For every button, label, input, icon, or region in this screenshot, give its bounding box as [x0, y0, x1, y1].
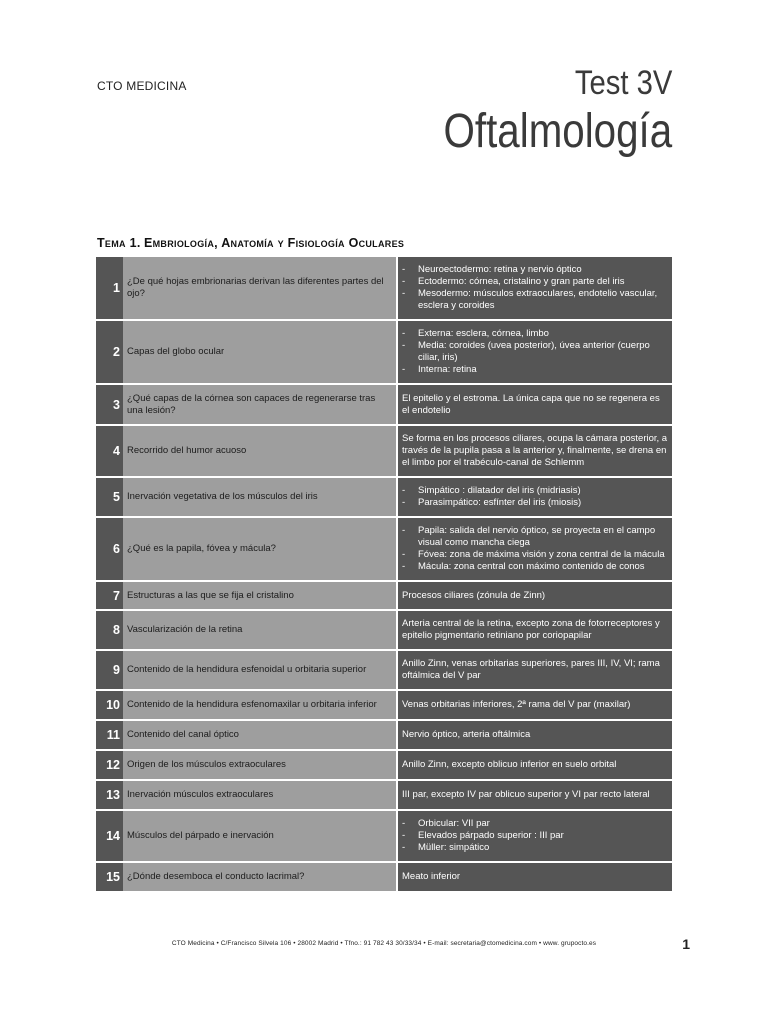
question-cell: Contenido del canal óptico: [123, 721, 396, 751]
answer-list: [402, 818, 668, 854]
row-number: 6: [96, 518, 123, 582]
question-cell: Estructuras a las que se fija el cristalino: [123, 582, 396, 611]
row-number: 11: [96, 721, 123, 751]
answer-list-item: - Mácula: zona central con máximo contenido de conos: [402, 561, 668, 573]
answer-cell: Meato inferior: [398, 863, 672, 893]
answer-cell: El epitelio y el estroma. La única capa que no se regenera es el endotelio: [398, 385, 672, 426]
answer-cell: [398, 811, 672, 863]
row-number: 10: [96, 691, 123, 721]
table-row: [96, 518, 672, 582]
answer-list-item: - Media: coroides (uvea posterior), úvea anterior (cuerpo ciliar, iris): [402, 340, 668, 364]
section-title: [97, 236, 404, 250]
table-row: [96, 257, 672, 321]
answer-list: [402, 264, 668, 312]
question-cell: Músculos del párpado e inervación: [123, 811, 396, 863]
row-number: 5: [96, 478, 123, 518]
row-number: 2: [96, 321, 123, 385]
question-cell: ¿Dónde desemboca el conducto lacrimal?: [123, 863, 396, 893]
answer-list-item: - Externa: esclera, córnea, limbo: [402, 328, 668, 340]
table-row: [96, 385, 672, 426]
answer-cell: Venas orbitarias inferiores, 2ª rama del V par (maxilar): [398, 691, 672, 721]
question-cell: ¿De qué hojas embrionarias derivan las diferentes partes del ojo?: [123, 257, 396, 321]
answer-cell: [398, 518, 672, 582]
question-cell: Contenido de la hendidura esfenoidal u orbitaria superior: [123, 651, 396, 691]
answer-cell: Se forma en los procesos ciliares, ocupa la cámara posterior, a través de la pupila pasa a la anterior y, finalmente, se drena en el limbo por el trabéculo-canal de Schlemm: [398, 426, 672, 478]
question-cell: Recorrido del humor acuoso: [123, 426, 396, 478]
answer-list-item: - Müller: simpático: [402, 842, 668, 854]
answer-cell: Anillo Zinn, venas orbitarias superiores, pares III, IV, VI; rama oftálmica del V par: [398, 651, 672, 691]
table-row: [96, 651, 672, 691]
table-row: [96, 811, 672, 863]
table-row: [96, 781, 672, 811]
answer-cell: Nervio óptico, arteria oftálmica: [398, 721, 672, 751]
row-number: 3: [96, 385, 123, 426]
row-number: 7: [96, 582, 123, 611]
question-cell: Inervación músculos extraoculares: [123, 781, 396, 811]
answer-list-item: - Orbicular: VII par: [402, 818, 668, 830]
answer-cell: III par, excepto IV par oblicuo superior y VI par recto lateral: [398, 781, 672, 811]
footer-contact: CTO Medicina • C/Francisco Silvela 106 • 28002 Madrid • Tfno.: 91 782 43 30/33/34 • E-mail: secretaria@ctomedicina.com • www. grupocto.es: [171, 940, 597, 947]
table-row: [96, 426, 672, 478]
row-number: 9: [96, 651, 123, 691]
question-cell: Origen de los músculos extraoculares: [123, 751, 396, 781]
answer-list: [402, 485, 668, 509]
answer-list-item: - Mesodermo: músculos extraoculares, endotelio vascular, esclera y coroides: [402, 288, 668, 312]
section-prefix: Tema 1.: [97, 236, 141, 250]
answer-list-item: - Elevados párpado superior : III par: [402, 830, 668, 842]
answer-cell: Procesos ciliares (zónula de Zinn): [398, 582, 672, 611]
row-number: 1: [96, 257, 123, 321]
table-row: [96, 691, 672, 721]
page-number: 1: [682, 936, 690, 952]
question-cell: Capas del globo ocular: [123, 321, 396, 385]
section-name: Embriología, Anatomía y Fisiología Oculares: [144, 236, 405, 250]
table-row: [96, 751, 672, 781]
row-number: 12: [96, 751, 123, 781]
row-number: 15: [96, 863, 123, 893]
answer-cell: [398, 478, 672, 518]
table-row: [96, 863, 672, 893]
row-number: 13: [96, 781, 123, 811]
answer-cell: Arteria central de la retina, excepto zona de fotorreceptores y epitelio pigmentario retiniano por coriopapilar: [398, 611, 672, 651]
question-cell: Contenido de la hendidura esfenomaxilar u orbitaria inferior: [123, 691, 396, 721]
answer-cell: [398, 321, 672, 385]
answer-list-item: - Interna: retina: [402, 364, 668, 376]
question-cell: Inervación vegetativa de los músculos del iris: [123, 478, 396, 518]
row-number: 4: [96, 426, 123, 478]
answer-list-item: - Simpático : dilatador del iris (midriasis): [402, 485, 668, 497]
publisher-name: CTO MEDICINA: [97, 79, 187, 93]
answer-list: [402, 328, 668, 376]
question-cell: Vascularización de la retina: [123, 611, 396, 651]
answer-cell: Anillo Zinn, excepto oblicuo inferior en suelo orbital: [398, 751, 672, 781]
answer-list-item: - Parasimpático: esfínter del iris (miosis): [402, 497, 668, 509]
table-row: [96, 478, 672, 518]
row-number: 8: [96, 611, 123, 651]
answer-cell: [398, 257, 672, 321]
table-row: [96, 321, 672, 385]
test-label: Test 3V: [574, 64, 672, 102]
question-cell: ¿Qué es la papila, fóvea y mácula?: [123, 518, 396, 582]
question-table: [96, 257, 672, 893]
subject-title: Oftalmología: [443, 105, 672, 158]
answer-list-item: - Fóvea: zona de máxima visión y zona central de la mácula: [402, 549, 668, 561]
row-number: 14: [96, 811, 123, 863]
answer-list-item: - Ectodermo: córnea, cristalino y gran parte del iris: [402, 276, 668, 288]
answer-list-item: - Neuroectodermo: retina y nervio óptico: [402, 264, 668, 276]
table-row: [96, 582, 672, 611]
table-row: [96, 611, 672, 651]
question-cell: ¿Qué capas de la córnea son capaces de regenerarse tras una lesión?: [123, 385, 396, 426]
answer-list: [402, 525, 668, 573]
answer-list-item: - Papila: salida del nervio óptico, se proyecta en el campo visual como mancha ciega: [402, 525, 668, 549]
table-row: [96, 721, 672, 751]
